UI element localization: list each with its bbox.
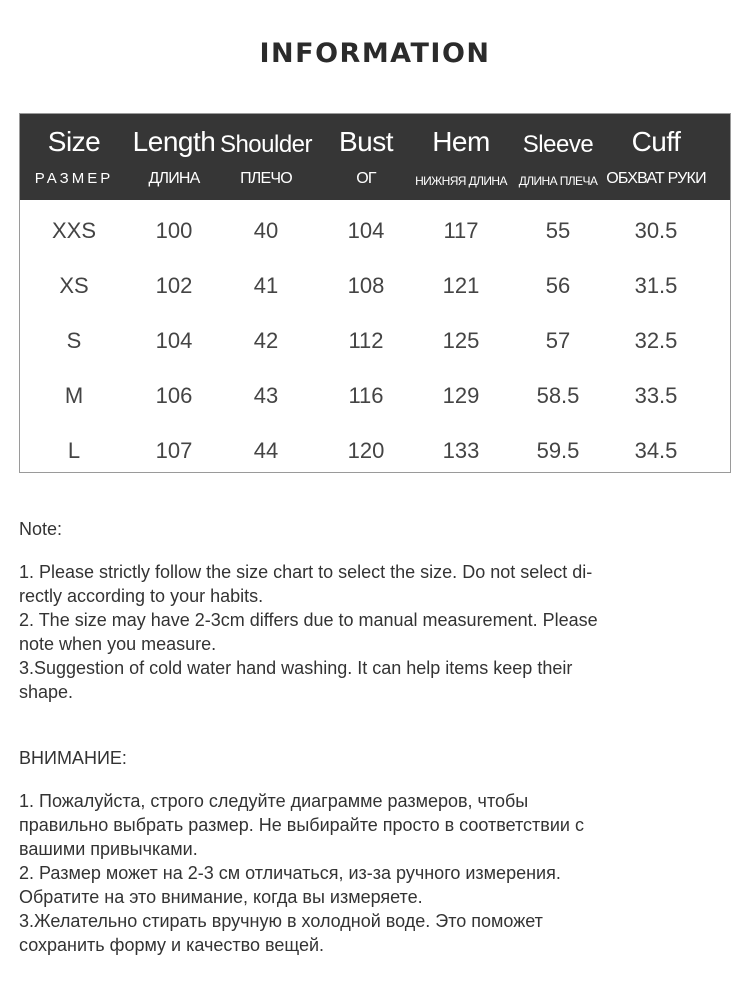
table-header-row <box>20 114 730 200</box>
table-row <box>20 423 730 478</box>
note-line: rectly according to your habits. <box>19 586 264 606</box>
column-header-size-ru: РАЗМЕР <box>34 170 114 187</box>
column-header-sleeve-en: Sleeve <box>522 131 594 158</box>
table-cell-shoulder: 43 <box>253 383 279 408</box>
table-cell-sleeve: 59.5 <box>536 438 580 463</box>
table-cell-sleeve: 57 <box>545 328 571 353</box>
note-line: shape. <box>19 682 74 702</box>
page-title: INFORMATION <box>259 38 491 69</box>
table-cell-length: 107 <box>155 438 193 463</box>
note-line: Обратите на это внимание, когда вы измеряете. <box>19 887 423 907</box>
note-line: 2. Размер может на 2-3 см отличаться, из-за ручного измерения. <box>19 863 561 883</box>
table-cell-shoulder: 42 <box>253 328 279 353</box>
table-cell-size: XS <box>59 273 89 298</box>
column-header-size-en: Size <box>47 126 101 157</box>
notes-russian <box>19 746 731 957</box>
column-header-cuff <box>602 114 710 200</box>
table-cell-bust: 112 <box>348 328 384 353</box>
note-line: note when you measure. <box>19 634 217 654</box>
table-cell-length: 106 <box>155 383 193 408</box>
column-header-shoulder-ru: ПЛЕЧО <box>240 170 292 187</box>
note-line: 3.Желательно стирать вручную в холодной воде. Это поможет <box>19 911 543 931</box>
table-cell-hem: 133 <box>442 438 480 463</box>
table-cell-bust: 104 <box>347 218 385 243</box>
table-row <box>20 368 730 423</box>
table-cell-length: 100 <box>155 218 193 243</box>
column-header-length-ru: ДЛИНА <box>148 170 200 187</box>
notes-heading: ВНИМАНИЕ: <box>19 748 127 768</box>
table-cell-size: M <box>64 383 84 408</box>
table-cell-hem: 129 <box>442 383 480 408</box>
note-line: 3.Suggestion of cold water hand washing. It can help items keep their <box>19 658 573 678</box>
table-cell-shoulder: 40 <box>253 218 279 243</box>
size-table <box>19 113 731 473</box>
column-header-length-en: Length <box>132 126 216 157</box>
table-cell-bust: 116 <box>348 383 384 408</box>
table-cell-shoulder: 41 <box>253 273 279 298</box>
column-header-shoulder-en: Shoulder <box>219 131 313 158</box>
notes-english <box>19 517 731 704</box>
table-cell-cuff: 34.5 <box>634 438 678 463</box>
column-header-cuff-ru: ОБХВАТ РУКИ <box>606 170 706 187</box>
note-line: 1. Пожалуйста, строго следуйте диаграмме размеров, чтобы <box>19 791 529 811</box>
column-header-shoulder <box>216 114 316 200</box>
column-header-bust-en: Bust <box>338 126 394 157</box>
column-header-bust <box>316 114 416 200</box>
table-cell-cuff: 33.5 <box>634 383 678 408</box>
note-line: 1. Please strictly follow the size chart to select the size. Do not select di- <box>19 562 593 582</box>
table-row <box>20 203 730 258</box>
table-cell-hem: 117 <box>443 218 479 243</box>
table-cell-sleeve: 58.5 <box>536 383 580 408</box>
column-header-hem <box>406 114 516 200</box>
column-header-size <box>24 114 124 200</box>
table-cell-size: XXS <box>51 218 97 243</box>
table-row <box>20 313 730 368</box>
column-header-sleeve <box>508 114 608 200</box>
column-header-hem-ru: НИЖНЯЯ ДЛИНА <box>415 174 507 188</box>
table-cell-cuff: 31.5 <box>634 273 678 298</box>
table-row <box>20 258 730 313</box>
note-line: сохранить форму и качество вещей. <box>19 935 325 955</box>
note-line: вашими привычками. <box>19 839 198 859</box>
table-cell-sleeve: 56 <box>545 273 571 298</box>
table-cell-size: L <box>67 438 81 463</box>
table-cell-sleeve: 55 <box>545 218 571 243</box>
column-header-cuff-en: Cuff <box>631 126 681 157</box>
column-header-hem-en: Hem <box>432 126 490 157</box>
table-cell-bust: 120 <box>347 438 385 463</box>
column-header-length <box>124 114 224 200</box>
column-header-bust-ru: ОГ <box>356 170 376 187</box>
table-cell-cuff: 30.5 <box>634 218 678 243</box>
table-cell-hem: 121 <box>442 273 480 298</box>
column-header-sleeve-ru: ДЛИНА ПЛЕЧА <box>518 174 598 188</box>
table-cell-length: 102 <box>155 273 193 298</box>
table-cell-bust: 108 <box>347 273 385 298</box>
table-cell-hem: 125 <box>442 328 480 353</box>
table-cell-shoulder: 44 <box>253 438 279 463</box>
table-cell-size: S <box>66 328 82 353</box>
notes-heading: Note: <box>19 519 63 539</box>
note-line: 2. The size may have 2-3cm differs due to manual measurement. Please <box>19 610 598 630</box>
table-cell-cuff: 32.5 <box>634 328 678 353</box>
table-cell-length: 104 <box>155 328 193 353</box>
note-line: правильно выбрать размер. Не выбирайте просто в соответствии с <box>19 815 584 835</box>
